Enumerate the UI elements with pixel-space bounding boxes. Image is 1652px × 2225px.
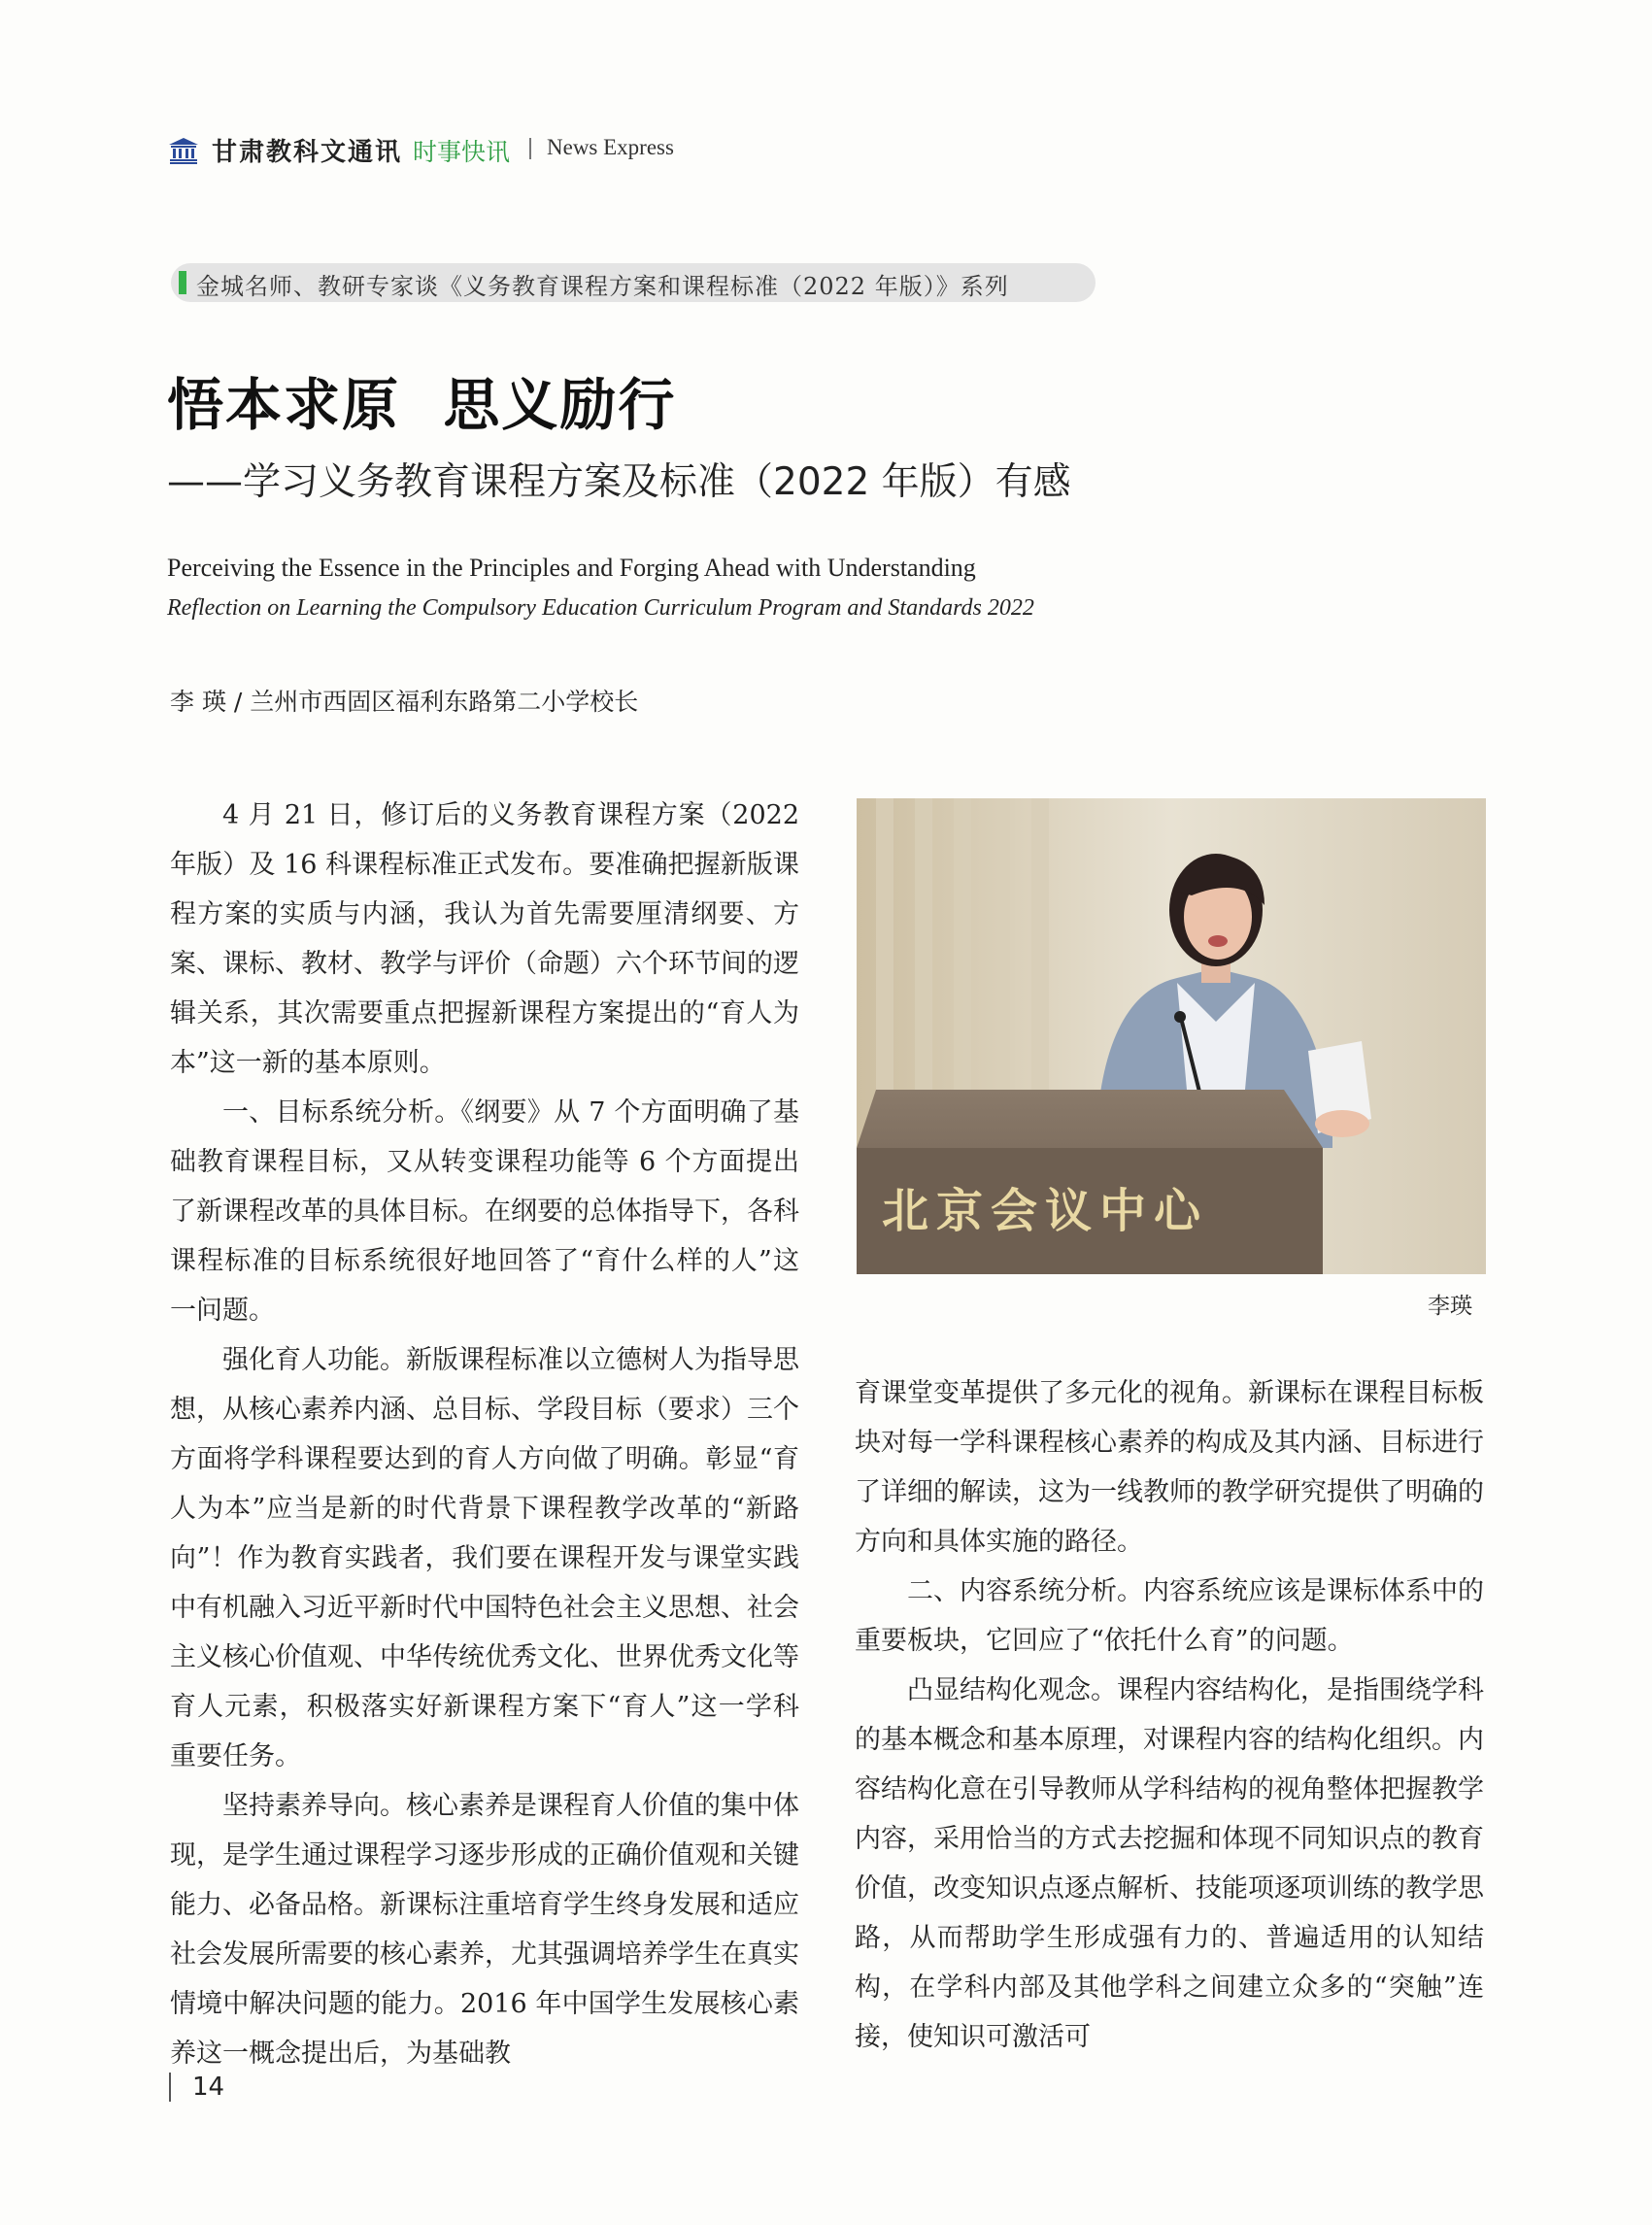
paragraph: 一、目标系统分析。《纲要》从 7 个方面明确了基础教育课程目标，又从转变课程功能等 6 个方面提出了新课程改革的具体目标。在纲要的总体指导下，各科课程标准的目标系统很好地回答了“育什么样的人”这一问题。 — [170, 1097, 799, 1326]
body-column-left — [170, 791, 799, 2078]
paragraph: 凸显结构化观念。课程内容结构化，是指围绕学科的基本概念和基本原理，对课程内容的结构化组织。内容结构化意在引导教师从学科结构的视角整体把握教学内容，采用恰当的方式去挖掘和体现不同知识点的教育价值，改变知识点逐点解析、技能项逐项训练的教学思路，从而帮助学生形成强有力的、普遍适用的认知结构，在学科内部及其他学科之间建立众多的“突触”连接，使知识可激活可 — [855, 1675, 1484, 2052]
paragraph: 强化育人功能。新版课程标准以立德树人为指导思想，从核心素养内涵、总目标、学段目标（要求）三个方面将学科课程要达到的育人方向做了明确。彰显“育人为本”应当是新的时代背景下课程教学改革的“新路向”！作为教育实践者，我们要在课程开发与课堂实践中有机融入习近平新时代中国特色社会主义思想、社会主义核心价值观、中华传统优秀文化、世界优秀文化等育人元素，积极落实好新课程方案下“育人”这一学科重要任务。 — [170, 1345, 799, 1771]
magazine-logo-icon — [167, 136, 200, 165]
author-byline: 李 瑛 / 兰州市西固区福利东路第二小学校长 — [170, 688, 639, 716]
paragraph: 坚持素养导向。核心素养是课程育人价值的集中体现，是学生通过课程学习逐步形成的正确价值观和关键能力、必备品格。新课标注重培育学生终身发展和适应社会发展所需要的核心素养，尤其强调培养学生在真实情境中解决问题的能力。2016 年中国学生发展核心素养这一概念提出后，为基础教 — [170, 1791, 799, 2069]
body-column-right — [855, 1368, 1484, 2062]
article-title-en: Perceiving the Essence in the Principles and Forging Ahead with Understanding — [167, 554, 976, 582]
podium-sign: 北京会议中心 — [882, 1184, 1209, 1238]
magazine-name: 甘肃教科文通讯 — [212, 138, 403, 167]
paragraph: 4 月 21 日，修订后的义务教育课程方案（2022 年版）及 16 科课程标准正式发布。要准确把握新版课程方案的实质与内涵，我认为首先需要厘清纲要、方案、课标、教材、教学与评价（命题）六个环节间的逻辑关系，其次需要重点把握新课程方案提出的“育人为本”这一新的基本原则。 — [170, 800, 799, 1078]
paragraph: 育课堂变革提供了多元化的视角。新课标在课程目标板块对每一学科课程核心素养的构成及其内涵、目标进行了详细的解读，这为一线教师的教学研究提供了明确的方向和具体实施的路径。 — [855, 1378, 1484, 1557]
article-subtitle: ——学习义务教育课程方案及标准（2022 年版）有感 — [167, 460, 1071, 504]
section-name-en: News Express — [547, 135, 674, 159]
article-subtitle-en: Reflection on Learning the Compulsory Education Curriculum Program and Standards 2022 — [167, 595, 1034, 621]
photo-caption: 李瑛 — [1428, 1294, 1472, 1319]
section-name: 时事快讯 — [413, 138, 511, 166]
series-banner-marker — [179, 271, 186, 294]
article-title: 悟本求原 思义励行 — [167, 372, 677, 438]
page-number-divider — [169, 2073, 171, 2102]
header-divider — [529, 138, 531, 159]
paragraph: 二、内容系统分析。内容系统应该是课标体系中的重要板块，它回应了“依托什么育”的问题。 — [855, 1576, 1484, 1656]
series-banner-text: 金城名师、教研专家谈《义务教育课程方案和课程标准（2022 年版）》系列 — [196, 273, 1009, 300]
page-number: 14 — [192, 2073, 225, 2102]
